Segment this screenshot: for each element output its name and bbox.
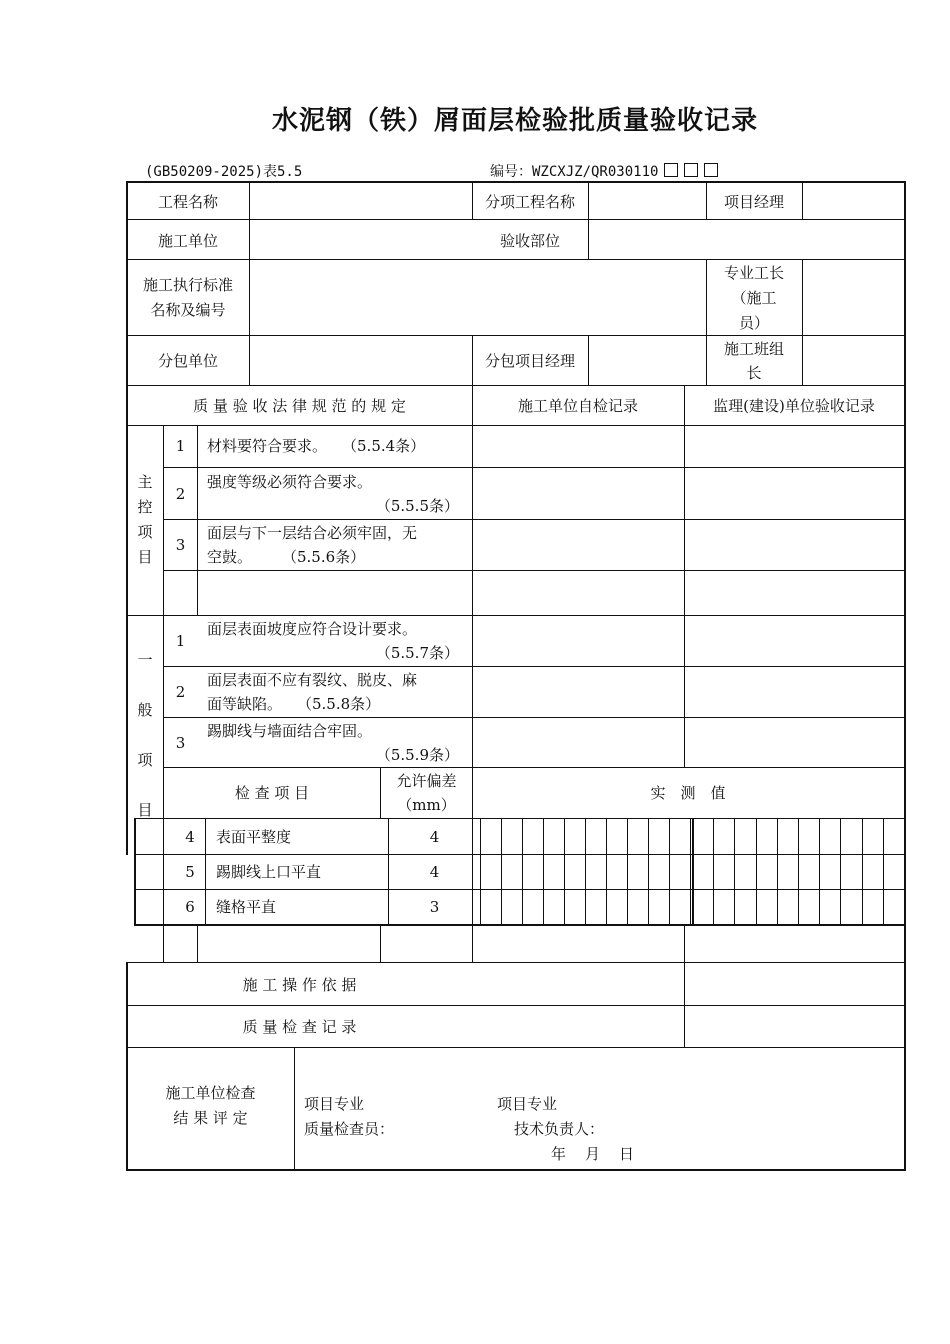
self-check-column-header: 施工单位自检记录: [517, 397, 638, 415]
table-rule: [163, 570, 906, 571]
table-rule: [904, 181, 906, 1171]
table-rule: [585, 818, 586, 925]
form-title: 水泥钢（铁）屑面层检验批质量验收记录: [271, 106, 758, 136]
table-rule: [163, 818, 164, 925]
general-label-1: 一: [137, 651, 153, 669]
measure-row-6-name: 缝格平直: [216, 898, 277, 916]
table-rule: [777, 818, 778, 925]
table-rule: [197, 425, 198, 615]
general-item-1-text: 面层表面坡度应符合设计要求。: [207, 620, 418, 638]
team-leader-label-line1: 施工班组: [723, 340, 784, 358]
sub-item-name-label: 分项工程名称: [484, 193, 575, 211]
foreman-label-line1: 专业工长: [723, 264, 784, 282]
table-rule: [126, 385, 906, 386]
table-rule: [126, 615, 906, 616]
checkbox-icon: [664, 163, 678, 177]
foreman-label-line3: 员）: [738, 314, 769, 332]
table-rule: [798, 818, 799, 925]
project-manager-label: 项目经理: [723, 193, 784, 211]
eval-label-line1: 施工单位检查: [165, 1084, 256, 1102]
table-rule: [588, 335, 589, 385]
table-rule: [163, 925, 164, 963]
table-rule: [134, 889, 906, 890]
measure-row-5-tolerance: 4: [429, 863, 440, 881]
eval-label-line2: 结 果 评 定: [173, 1109, 248, 1127]
main-item-3-clause: 空鼓。 （5.5.6条）: [207, 548, 366, 566]
main-item-2-text: 强度等级必须符合要求。: [207, 473, 373, 491]
standard-label-line2: 名称及编号: [150, 301, 226, 319]
table-rule: [163, 767, 906, 768]
subcontractor-label: 分包单位: [157, 352, 218, 370]
main-item-1-no: 1: [175, 437, 186, 455]
table-rule: [684, 385, 685, 767]
tech-label-line2: 技术负责人：: [514, 1120, 605, 1138]
quality-record-label: 质 量 检 查 记 录: [242, 1018, 357, 1036]
table-rule: [126, 181, 906, 183]
table-rule: [648, 818, 649, 925]
form-number-text: 编号：WZCXJZ/QR030110: [490, 164, 659, 180]
table-rule: [294, 1047, 295, 1171]
table-rule: [543, 818, 544, 925]
table-rule: [840, 818, 841, 925]
measure-row-4-tolerance: 4: [429, 828, 440, 846]
table-rule: [126, 1169, 906, 1171]
general-item-1-clause: （5.5.7条）: [375, 644, 459, 662]
table-rule: [588, 181, 589, 259]
table-rule: [126, 259, 906, 260]
sub-manager-label: 分包项目经理: [484, 352, 575, 370]
table-rule: [472, 259, 473, 260]
table-rule: [692, 818, 694, 925]
table-rule: [134, 818, 906, 819]
table-rule: [134, 818, 136, 925]
supervision-column-header: 监理(建设)单位验收记录: [713, 397, 875, 415]
table-rule: [163, 717, 906, 718]
main-control-label-2: 控: [137, 498, 153, 516]
table-rule: [627, 818, 628, 925]
general-item-1-no: 1: [175, 632, 186, 650]
table-rule: [606, 818, 607, 925]
signature-date: 年 月 日: [551, 1145, 637, 1163]
general-item-2-clause: 面等缺陷。 （5.5.8条）: [207, 695, 381, 713]
inspector-label-line2: 质量检查员：: [304, 1120, 395, 1138]
main-control-label-4: 目: [137, 548, 153, 566]
table-rule: [522, 818, 523, 925]
measure-row-6-tolerance: 3: [429, 898, 440, 916]
main-item-3-no: 3: [175, 536, 186, 554]
table-rule: [802, 181, 803, 220]
form-number: [490, 161, 718, 181]
team-leader-label-line2: 长: [746, 364, 762, 382]
standard-ref: (GB50209-2025)表5.5: [145, 164, 303, 180]
measure-row-5-no: 5: [185, 863, 195, 881]
table-rule: [819, 818, 820, 925]
table-rule: [126, 425, 906, 426]
general-label-3: 项: [137, 751, 153, 769]
main-control-label-1: 主: [137, 473, 153, 491]
table-rule: [862, 818, 863, 925]
table-rule: [197, 925, 198, 963]
measure-row-5-name: 踢脚线上口平直: [216, 863, 322, 881]
table-rule: [501, 818, 502, 925]
measure-row-4-no: 4: [185, 828, 195, 846]
check-item-header: 检 查 项 目: [234, 784, 310, 802]
tech-label-line1: 项目专业: [497, 1095, 558, 1113]
table-rule: [126, 962, 906, 963]
operation-basis-label: 施 工 操 作 依 据: [242, 976, 357, 994]
table-rule: [690, 818, 691, 925]
main-item-2-no: 2: [175, 485, 186, 503]
standard-label-line1: 施工执行标准: [142, 276, 233, 294]
table-rule: [249, 181, 250, 385]
table-rule: [802, 259, 803, 385]
table-rule: [126, 1047, 906, 1048]
table-rule: [126, 335, 906, 336]
table-rule: [756, 818, 757, 925]
general-item-3-clause: （5.5.9条）: [375, 746, 459, 764]
table-rule: [684, 925, 685, 1048]
measure-row-6-no: 6: [185, 898, 195, 916]
table-rule: [163, 666, 906, 667]
general-label-4: 目: [137, 801, 153, 819]
foreman-label-line2: （施工: [731, 289, 777, 307]
inspector-label-line1: 项目专业: [304, 1095, 365, 1113]
measure-row-4-name: 表面平整度: [216, 828, 292, 846]
table-rule: [163, 467, 906, 468]
tolerance-header-line1: 允许偏差: [396, 772, 457, 790]
general-item-3-no: 3: [175, 734, 186, 752]
main-item-2-clause: （5.5.5条）: [375, 497, 459, 515]
table-rule: [713, 818, 714, 925]
tolerance-header-line2: （mm）: [397, 796, 456, 814]
main-item-3-text: 面层与下一层结合必须牢固，无: [207, 524, 418, 542]
table-rule: [734, 818, 735, 925]
checkbox-icon: [684, 163, 698, 177]
table-rule: [564, 818, 565, 925]
table-rule: [126, 219, 906, 220]
project-name-label: 工程名称: [157, 193, 218, 211]
table-rule: [134, 924, 906, 926]
checkbox-icon: [704, 163, 718, 177]
main-item-1-text: 材料要符合要求。 （5.5.4条）: [207, 437, 426, 455]
table-rule: [163, 519, 906, 520]
table-rule: [904, 818, 905, 925]
acceptance-part-label: 验收部位: [499, 232, 560, 250]
table-rule: [669, 818, 670, 925]
table-rule: [480, 818, 481, 925]
general-item-2-text: 面层表面不应有裂纹、脱皮、麻: [207, 671, 418, 689]
main-control-label-3: 项: [137, 523, 153, 541]
general-label-2: 般: [137, 701, 153, 719]
table-rule: [134, 854, 906, 855]
table-rule: [126, 1005, 906, 1006]
general-item-2-no: 2: [175, 683, 186, 701]
measured-value-header: 实 测 值: [650, 784, 726, 802]
table-rule: [883, 818, 884, 925]
table-rule: [380, 925, 381, 963]
spec-column-header: 质 量 验 收 法 律 规 范 的 规 定: [193, 397, 406, 415]
construction-unit-label: 施工单位: [157, 232, 218, 250]
general-item-3-text: 踢脚线与墙面结合牢固。: [207, 722, 373, 740]
